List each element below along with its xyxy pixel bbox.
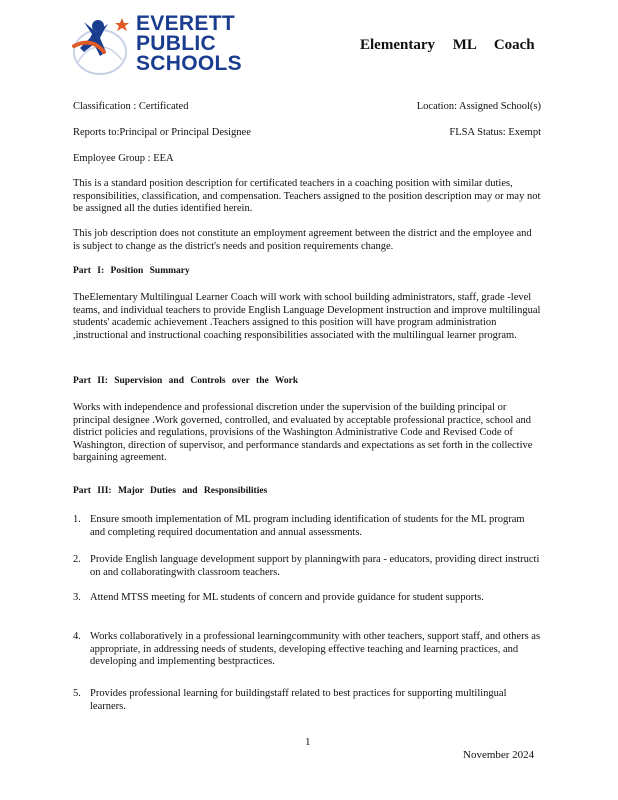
location-text: Location: Assigned School(s) <box>416 101 541 112</box>
footer-date: November 2024 <box>463 749 535 761</box>
meta-row-classification <box>73 101 541 112</box>
part3-heading: Part III: Major Duties and Responsibilities <box>73 486 268 496</box>
list-item-number: 2. <box>73 554 81 565</box>
meta-row-reports <box>73 127 541 138</box>
list-item-text: Works collaboratively in a professional learningcommunity with other teachers, support staff, and others as appropriate, in addressing needs of students, developing effective teaching and learning practices, and developing and implementing bestpractices. <box>90 631 541 667</box>
meta-row-employee-group <box>73 153 541 164</box>
list-item-number: 1. <box>73 514 81 525</box>
reports-to-text: Reports to:Principal or Principal Designee <box>73 127 251 138</box>
classification-text: Classification : Certificated <box>73 101 189 112</box>
intro-paragraph-2: This job description does not constitute an employment agreement between the district and the employee and is subject to change as the district's needs and position requirements change. <box>73 228 532 252</box>
list-item-text: Ensure smooth implementation of ML program including identification of students for the ML program and completing required documentation and annual assessments. <box>90 514 525 538</box>
part1-heading: Part I: Position Summary <box>73 266 190 276</box>
part2-heading: Part II: Supervision and Controls over the Work <box>73 376 299 386</box>
list-item-number: 3. <box>73 592 81 603</box>
logo-wordmark <box>136 14 242 74</box>
logo-line-2: PUBLIC <box>136 32 216 55</box>
duty-list-item <box>73 592 541 605</box>
flsa-status-text: FLSA Status: Exempt <box>449 127 541 138</box>
intro-paragraph-1: This is a standard position description for certificated teachers in a coaching position with similar duties, responsibilities, classification, and compensation. Teachers assigned to the position description may or may not be assigned all the duties identified herein. <box>73 178 541 214</box>
page-number: 1 <box>305 736 311 748</box>
part2-text: Works with independence and professional discretion under the supervision of the building principal or principal designee .Work governed, controlled, and evaluated by acceptable professional practice, school and district policies and regulations, provisions of the Washington Administrative Code and Revised Code of Washington, direction of supervisor, and performance standards and expectations as set forth in the collective bargaining agreement. <box>73 402 533 463</box>
logo-line-1: EVERETT <box>136 12 235 35</box>
duty-list-item <box>73 554 541 579</box>
logo-line-3: SCHOOLS <box>136 52 242 75</box>
duty-list-item <box>73 688 541 713</box>
duty-list-item <box>73 631 541 669</box>
employee-group-text: Employee Group : EEA <box>73 153 174 164</box>
list-item-number: 5. <box>73 688 81 699</box>
list-item-number: 4. <box>73 631 81 642</box>
list-item-text: Provide English language development support by planningwith para - educators, providing direct instructi on and collaboratingwith classroom teachers. <box>90 554 540 578</box>
list-item-text: Attend MTSS meeting for ML students of concern and provide guidance for student supports. <box>90 592 484 603</box>
duty-list-item <box>73 514 541 539</box>
logo-emblem-icon <box>70 12 136 78</box>
district-logo <box>70 12 240 78</box>
document-title: Elementary ML Coach <box>360 37 535 53</box>
list-item-text: Provides professional learning for buildingstaff related to best practices for supporting multilingual learners. <box>90 688 507 712</box>
part1-text: TheElementary Multilingual Learner Coach will work with school building administrators, staff, grade -level teams, and individual teachers to provide English Language Development instruction and improve multilingual students' academic achievement .Teachers assigned to this position will have program administration ,instructional and instructional coaching responsibilities associated with the multilingual learner program. <box>73 292 541 341</box>
